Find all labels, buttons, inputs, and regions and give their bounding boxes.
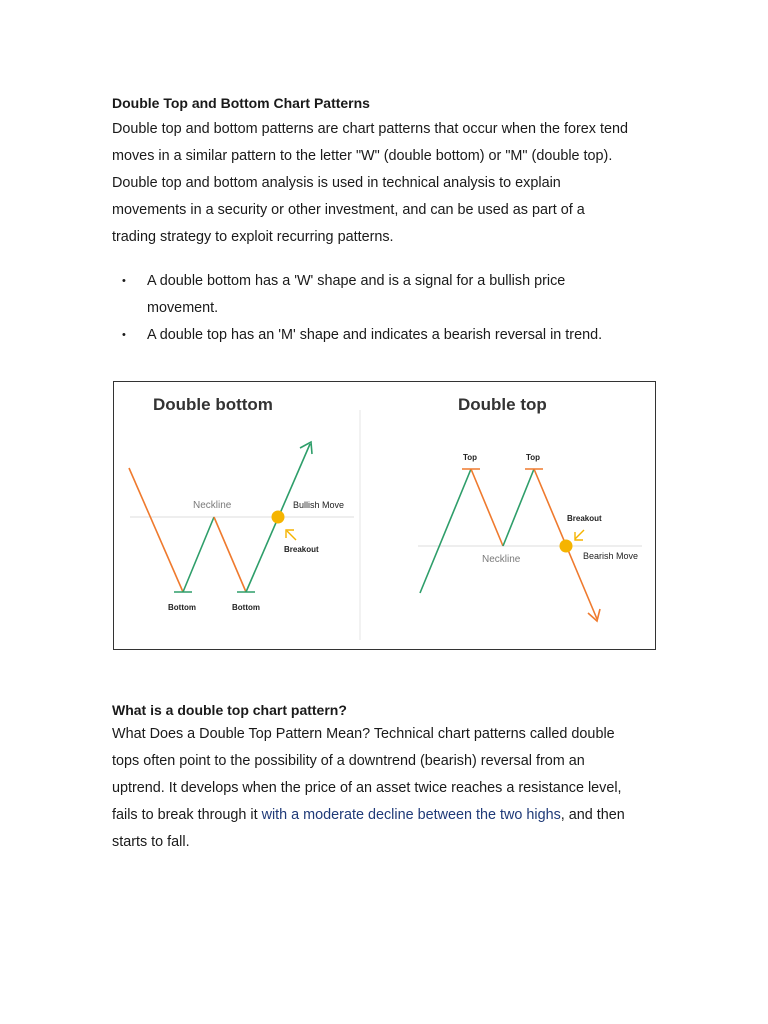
moderate-decline-link[interactable]: with a moderate decline between the two highs (261, 807, 561, 823)
paragraph-line: moves in a similar pattern to the letter "W" (double bottom) or "M" (double top). (112, 148, 613, 164)
double-bottom-neckline-label: Neckline (193, 500, 232, 511)
bottom-label-2: Bottom (232, 603, 260, 612)
breakout-arrowhead-icon-2 (575, 532, 583, 540)
bullet-item-double-bottom (112, 268, 672, 322)
w-up-leg-1 (183, 517, 214, 592)
double-top-neckline-label: Neckline (482, 554, 521, 565)
paragraph-line: What Does a Double Top Pattern Mean? Technical chart patterns called double (112, 726, 615, 742)
bullet-text-continued: movement. (147, 300, 219, 316)
paragraph-line: movements in a security or other investment, and can be used as part of a (112, 202, 585, 218)
paragraph-line-with-link (112, 802, 672, 829)
pattern-diagram (114, 382, 655, 649)
double-top-bottom-figure (113, 381, 656, 650)
bullet-item-double-top (112, 322, 672, 349)
breakout-pointer-icon-2 (575, 530, 584, 539)
top-label-2: Top (526, 453, 541, 462)
top-label-1: Top (463, 453, 478, 462)
bottom-label-1: Bottom (168, 603, 196, 612)
paragraph-text: , and then (560, 807, 625, 823)
bullet-list (112, 268, 672, 349)
paragraph-line: tops often point to the possibility of a downtrend (bearish) reversal from an (112, 753, 585, 769)
double-top-paragraph (112, 721, 672, 856)
double-top-breakout-label: Breakout (567, 514, 602, 523)
paragraph-line: uptrend. It develops when the price of an asset twice reaches a resistance level, (112, 780, 622, 796)
double-top-title: Double top (458, 395, 547, 414)
breakout-pointer-icon (287, 531, 296, 540)
w-down-leg-2 (214, 517, 246, 592)
double-bottom-breakout-marker (272, 511, 285, 524)
paragraph-line: starts to fall. (112, 834, 190, 850)
intro-paragraph (112, 116, 672, 251)
bearish-move-label: Bearish Move (583, 551, 639, 561)
m-down-leg-1 (471, 469, 503, 546)
m-up-leg-2 (503, 469, 534, 546)
w-down-leg-1 (129, 468, 183, 592)
bullet-text: A double bottom has a 'W' shape and is a signal for a bullish price (147, 273, 566, 289)
section-heading-double-top-bottom: Double Top and Bottom Chart Patterns (112, 95, 370, 111)
bullet-text: A double top has an 'M' shape and indicates a bearish reversal in trend. (147, 327, 603, 343)
paragraph-text: fails to break through it (112, 807, 262, 823)
section-heading-what-is-double-top: What is a double top chart pattern? (112, 702, 347, 718)
bullet-marker: • (122, 275, 126, 287)
m-up-leg-1 (420, 469, 471, 593)
bullish-move-label: Bullish Move (293, 500, 345, 510)
double-top-breakout-marker (560, 540, 573, 553)
paragraph-line: trading strategy to exploit recurring patterns. (112, 229, 394, 245)
paragraph-line: Double top and bottom analysis is used in technical analysis to explain (112, 175, 561, 191)
double-bottom-breakout-label: Breakout (284, 545, 319, 554)
bullet-marker: • (122, 329, 126, 341)
double-bottom-title: Double bottom (153, 395, 273, 414)
paragraph-line: Double top and bottom patterns are chart patterns that occur when the forex tend (112, 121, 628, 137)
